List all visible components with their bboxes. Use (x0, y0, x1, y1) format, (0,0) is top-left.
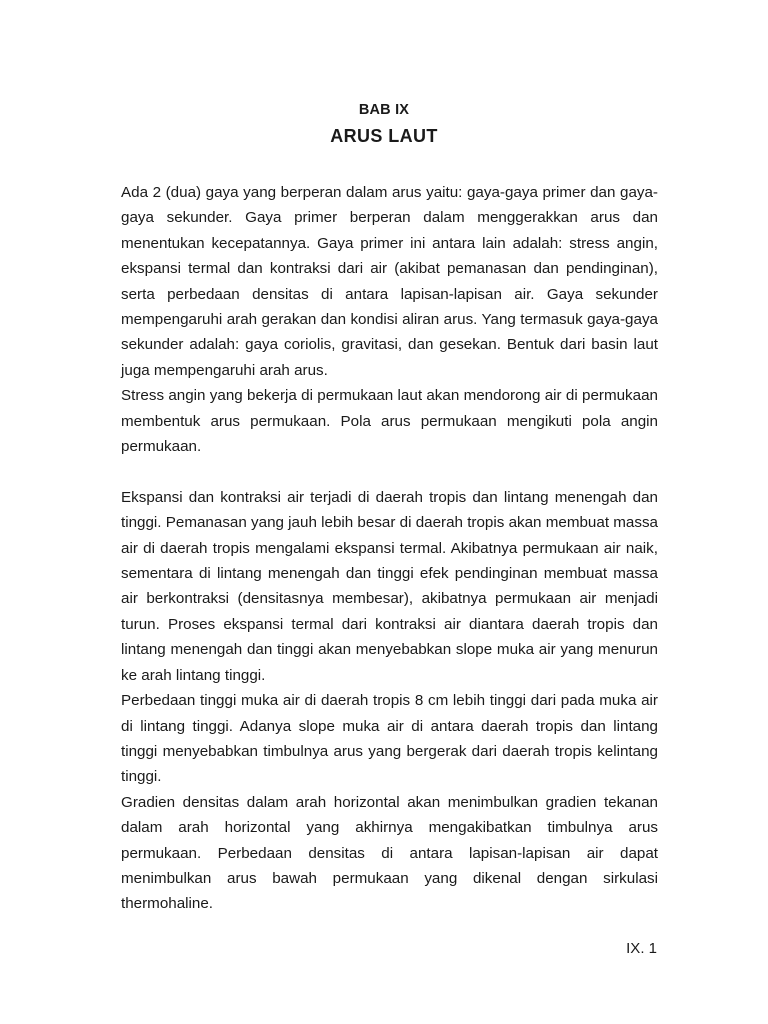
page-title: ARUS LAUT (330, 126, 438, 146)
page-number: IX. 1 (626, 940, 657, 957)
paragraph-forces: Ada 2 (dua) gaya yang berperan dalam arus yaitu: gaya-gaya primer dan gaya-gaya sekunder. Gaya primer berperan dalam menggerakkan arus dan menentukan kecepatannya. Gaya primer ini antara lain adalah: stress angin, ekspansi termal dan kontraksi dari air (akibat pemanasan dan pendinginan), serta perbedaan densitas di antara lapisan-lapisan air. Gaya sekunder mempengaruhi arah gerakan dan kondisi aliran arus. Yang termasuk gaya-gaya sekunder adalah: gaya coriolis, gravitasi, dan gesekan. Bentuk dari basin laut juga mempengaruhi arah arus. (121, 184, 658, 379)
paragraph-expansion: Ekspansi dan kontraksi air terjadi di daerah tropis dan lintang menengah dan tinggi. Pemanasan yang jauh lebih besar di daerah tropis akan membuat massa air di daerah tropis mengalami ekspansi termal. Akibatnya permukaan air naik, sementara di lintang menengah dan tinggi efek pendinginan membuat massa air berkontraksi (densitasnya membesar), akibatnya permukaan air menjadi turun. Proses ekspansi termal dari kontraksi air diantara daerah tropis dan lintang menengah dan tinggi akan menyebabkan slope muka air yang menurun ke arah lintang tinggi. (121, 488, 658, 684)
body-text (121, 180, 658, 917)
paragraph-spacer (121, 459, 658, 484)
paragraph-sea-level: Perbedaan tinggi muka air di daerah tropis 8 cm lebih tinggi dari pada muka air di lintang tinggi. Adanya slope muka air di antara daerah tropis dan lintang tinggi menyebabkan timbulnya arus yang bergerak dari daerah tropis kelintang tinggi. (121, 692, 658, 786)
paragraph-density: Gradien densitas dalam arah horizontal akan menimbulkan gradien tekanan dalam arah horizontal yang akhirnya mengakibatkan timbulnya arus permukaan. Perbedaan densitas di antara lapisan-lapisan air dapat menimbulkan arus bawah permukaan yang dikenal dengan sirkulasi thermohaline. (121, 793, 658, 913)
chapter-label: BAB IX (358, 102, 410, 118)
paragraph-wind-stress: Stress angin yang bekerja di permukaan laut akan mendorong air di permukaan membentuk arus permukaan. Pola arus permukaan mengikuti pola angin permukaan. (121, 387, 658, 456)
